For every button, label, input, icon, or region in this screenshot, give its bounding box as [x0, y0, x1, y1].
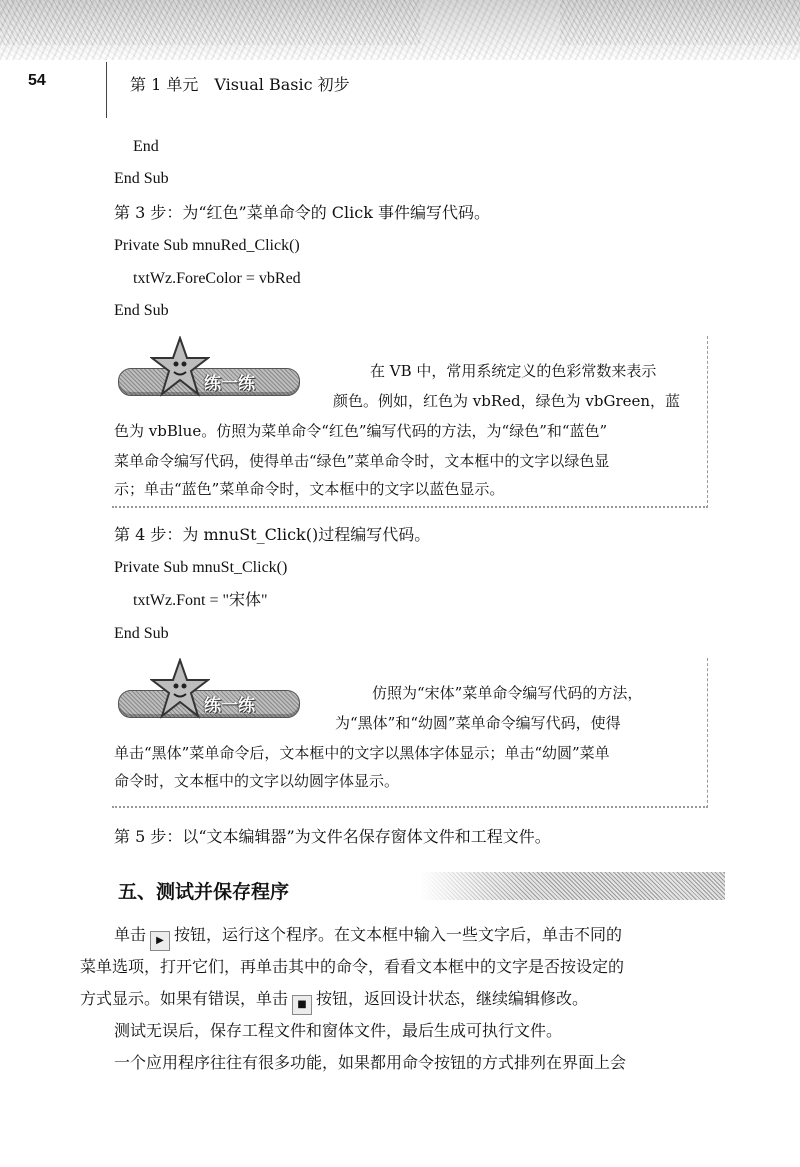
exercise-text: 命令时，文本框中的文字以幼圆字体显示。 [114, 772, 400, 790]
star-mascot-icon [150, 658, 210, 720]
code-line: Private Sub mnuRed_Click() [114, 237, 300, 254]
exercise-text: 仿照为“宋体”菜单命令编写代码的方法， [372, 684, 643, 702]
unit-title: 第 1 单元 Visual Basic 初步 [130, 75, 350, 94]
text-segment: 按钮，运行这个程序。在文本框中输入一些文字后，单击不同的 [174, 925, 623, 944]
exercise-text: 在 VB 中，常用系统定义的色彩常数来表示 [370, 362, 657, 380]
body-paragraph-1-line1 [114, 924, 622, 951]
exercise-text: 颜色。例如，红色为 vbRed，绿色为 vbGreen，蓝 [333, 392, 681, 410]
exercise-badge-label: 练一练 [204, 374, 255, 394]
section-heading-texture [420, 872, 725, 900]
step-4-title: 第 4 步：为 mnuSt_Click()过程编写代码。 [114, 525, 431, 544]
body-paragraph-1-line3 [80, 988, 588, 1015]
text-segment: 方式显示。如果有错误，单击 [80, 989, 289, 1008]
exercise-text: 为“黑体”和“幼圆”菜单命令编写代码，使得 [335, 714, 621, 732]
exercise-text: 单击“黑体”菜单命令后，文本框中的文字以黑体字体显示；单击“幼圆”菜单 [114, 744, 610, 762]
exercise-text: 色为 vbBlue。仿照为菜单命令“红色”编写代码的方法，为“绿色”和“蓝色” [114, 422, 608, 440]
body-paragraph-2: 测试无误后，保存工程文件和窗体文件，最后生成可执行文件。 [114, 1021, 563, 1040]
body-paragraph-3: 一个应用程序往往有很多功能，如果都用命令按钮的方式排列在界面上会 [114, 1053, 627, 1072]
code-line: End Sub [114, 625, 169, 642]
step-3-title: 第 3 步：为“红色”菜单命令的 Click 事件编写代码。 [114, 203, 491, 222]
code-line: txtWz.Font = "宋体" [133, 592, 268, 609]
exercise-badge-label: 练一练 [204, 696, 255, 716]
stop-end-icon: ■ [292, 995, 312, 1015]
body-paragraph-1-line2: 菜单选项，打开它们，再单击其中的命令，看看文本框中的文字是否按设定的 [80, 957, 625, 976]
code-line: End [133, 138, 159, 155]
run-start-icon: ▶ [150, 931, 170, 951]
page-number: 54 [28, 72, 46, 89]
step-5-title: 第 5 步：以“文本编辑器”为文件名保存窗体文件和工程文件。 [114, 827, 551, 846]
text-segment: 单击 [114, 925, 147, 944]
code-line: End Sub [114, 302, 169, 319]
code-line: End Sub [114, 170, 169, 187]
code-line: txtWz.ForeColor = vbRed [133, 270, 301, 287]
exercise-text: 菜单命令编写代码，使得单击“绿色”菜单命令时，文本框中的文字以绿色显 [114, 452, 610, 470]
banner-texture-left [0, 0, 420, 45]
section-heading: 五、测试并保存程序 [118, 881, 290, 903]
text-segment: 按钮，返回设计状态，继续编辑修改。 [316, 989, 589, 1008]
exercise-text: 示；单击“蓝色”菜单命令时，文本框中的文字以蓝色显示。 [114, 480, 505, 498]
header-divider [106, 62, 107, 118]
star-mascot-icon [150, 336, 210, 398]
banner-texture-right [560, 0, 800, 45]
code-line: Private Sub mnuSt_Click() [114, 559, 288, 576]
